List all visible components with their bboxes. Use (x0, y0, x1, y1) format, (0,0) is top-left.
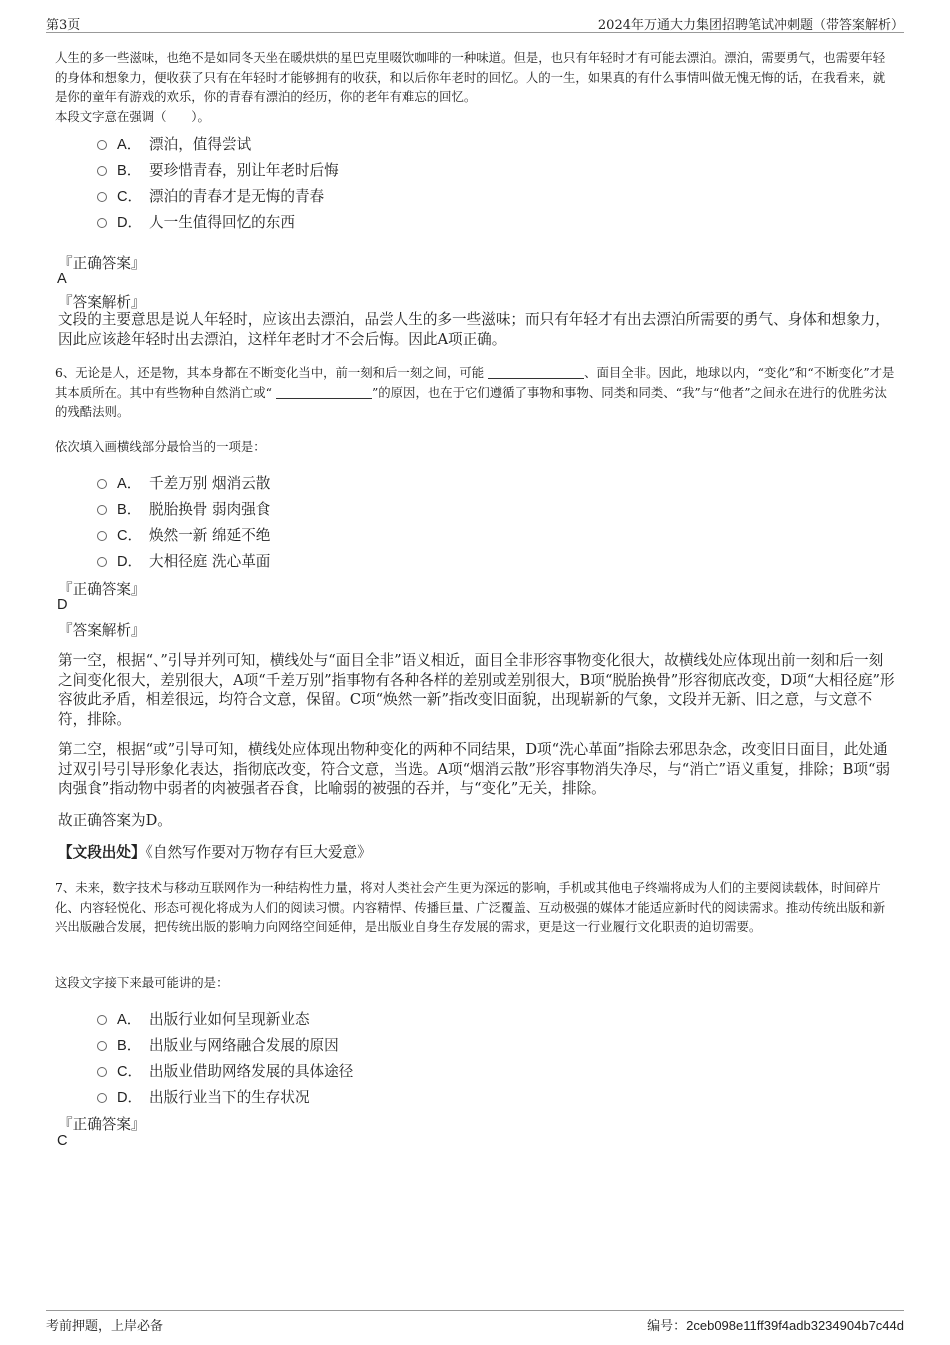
page-number: 第3页 (46, 18, 81, 33)
q7-answer: C (57, 1133, 68, 1149)
q6-analysis-1: 第一空，根据“、”引导并列可知，横线处与“面目全非”语义相近，面目全非形容事物变化很大，故横线处应体现出前一刻和后一刻之间变化很大，差别很大，A项“千差万别”指事物有各种各样的差别或差别很大，B项“脱胎换骨”形容彻底改变，D项“大相径庭”形容彼此矛盾，相差很远，均符合文意，保留。C项“焕然一新”指改变旧面貌，出现崭新的气象，文段并无新、旧之意，与文意不符，排除。 (58, 652, 895, 728)
q6-passage-part-3: ”的原因，也在于它们遵循了事物和事物、同类和同类、“我”与“他者”之间永在进行的优胜劣汰的残酷法则。 (55, 384, 887, 419)
document-code-value: 2ceb098e11ff39f4adb3234904b7c44d (686, 1318, 904, 1333)
option-key: C． (117, 528, 143, 544)
q6-answer: D (57, 597, 68, 613)
option-key: C． (117, 1064, 143, 1080)
option-text: 出版业借助网络发展的具体途径 (149, 1063, 354, 1080)
q6-source-label: 【文段出处】 (58, 844, 146, 861)
option-key: B． (117, 1038, 142, 1054)
q6-analysis-2: 第二空，根据“或”引导可知，横线处应体现出物种变化的两种不同结果，D项“洗心革面”指除去邪思杂念，改变旧日面目，此处通过双引号引导形象化表达，指彻底改变，符合文意，当选。A项“烟消云散”形容事物消失净尽，与“消亡”语义重复，排除；B项“弱肉强食”指动物中弱者的肉被强者吞食，比喻弱的被强的吞并，与“变化”无关，排除。 (58, 741, 891, 797)
option-text: 千差万别 烟消云散 (149, 475, 271, 492)
fill-blank-1 (488, 365, 584, 379)
radio-icon[interactable] (97, 1067, 107, 1077)
q6-source-title: 《自然写作要对万物存有巨大爱意》 (145, 844, 372, 861)
option-key: D． (117, 215, 143, 231)
option-key: A． (117, 137, 142, 153)
q5-answer: A (57, 271, 67, 287)
option-key: A． (117, 1012, 142, 1028)
option-key: D． (117, 554, 143, 570)
q7-passage: 7、未来，数字技术与移动互联网作为一种结构性力量，将对人类社会产生更为深远的影响，手机或其他电子终端将成为人们的主要阅读载体，时间碎片化、内容轻悦化、形态可视化将成为人们的阅读习惯。内容精悍、传播巨量、广泛覆盖、互动极强的媒体才能适应新时代的阅读需求。推动传统出版和新兴出版融合发展，把传统出版的影响力向网络空间延伸，是出版业自身生存发展的需求，更是这一行业履行文化职责的迫切需要。 (55, 880, 886, 934)
option-key: C． (117, 189, 143, 205)
radio-icon[interactable] (97, 1093, 107, 1103)
radio-icon[interactable] (97, 218, 107, 228)
radio-icon[interactable] (97, 531, 107, 541)
page-footer (46, 1310, 904, 1333)
option-key: B． (117, 502, 142, 518)
q6-source (58, 843, 896, 863)
option-text: 人一生值得回忆的东西 (149, 214, 295, 231)
option-key: A． (117, 476, 142, 492)
radio-icon[interactable] (97, 479, 107, 489)
q5-analysis-label: 『答案解析』 (58, 294, 146, 311)
q6-answer-label: 『正确答案』 (58, 581, 146, 598)
q5-answer-label: 『正确答案』 (58, 255, 146, 272)
radio-icon[interactable] (97, 505, 107, 515)
radio-icon[interactable] (97, 1041, 107, 1051)
option-text: 出版业与网络融合发展的原因 (149, 1037, 339, 1054)
option-text: 漂泊，值得尝试 (149, 136, 252, 153)
option-text: 出版行业如何呈现新业态 (149, 1011, 310, 1028)
document-code (647, 1315, 904, 1334)
q6-passage-part-1: 6、无论是人，还是物，其本身都在不断变化当中，前一刻和后一刻之间，可能 (55, 365, 485, 380)
q5-option-d[interactable] (97, 211, 295, 233)
document-code-label: 编号： (647, 1318, 687, 1333)
option-text: 出版行业当下的生存状况 (149, 1089, 310, 1106)
option-text: 大相径庭 洗心革面 (149, 553, 271, 570)
document-title: 2024年万通大力集团招聘笔试冲刺题（带答案解析） (597, 18, 904, 33)
q7-answer-label: 『正确答案』 (58, 1116, 146, 1133)
q5-option-a[interactable] (97, 133, 251, 155)
option-text: 脱胎换骨 弱肉强食 (149, 501, 271, 518)
q5-stem: 本段文字意在强调（ ）。 (55, 109, 210, 124)
q7-option-b[interactable] (97, 1034, 339, 1056)
q5-analysis: 文段的主要意思是说人年轻时，应该出去漂泊，品尝人生的多一些滋味；而只有年轻才有出去漂泊所需要的勇气、身体和想象力，因此应该趁年轻时出去漂泊，这样年老时才不会后悔。因此A项正确。 (58, 311, 890, 348)
q5-option-c[interactable] (97, 185, 324, 207)
q6-option-d[interactable] (97, 550, 270, 572)
option-text: 漂泊的青春才是无悔的青春 (149, 188, 325, 205)
q6-option-a[interactable] (97, 472, 270, 494)
q6-passage-part-2: 、面目全非。因此，地球以内，“变化”和“不断变化”才是其本质所在。其中有些物种自然消亡或“ (55, 365, 895, 400)
q6-option-c[interactable] (97, 524, 270, 546)
q6-analysis-label: 『答案解析』 (58, 622, 146, 639)
option-key: D． (117, 1090, 143, 1106)
q7-stem: 这段文字接下来最可能讲的是： (55, 975, 229, 990)
q6-analysis-3: 故正确答案为D。 (58, 812, 172, 829)
radio-icon[interactable] (97, 140, 107, 150)
q6-passage (55, 363, 895, 422)
radio-icon[interactable] (97, 166, 107, 176)
q6-option-b[interactable] (97, 498, 270, 520)
radio-icon[interactable] (97, 557, 107, 567)
page-header (46, 12, 904, 33)
q7-option-a[interactable] (97, 1008, 310, 1030)
radio-icon[interactable] (97, 192, 107, 202)
q5-option-b[interactable] (97, 159, 339, 181)
q5-passage: 人生的多一些滋味，也绝不是如同冬天坐在暖烘烘的星巴克里啜饮咖啡的一种味道。但是，也只有年轻时才有可能去漂泊。漂泊，需要勇气，也需要年轻的身体和想象力，便收获了只有在年轻时才能够拥有的收获，和以后你年老时的回忆。人的一生，如果真的有什么事情叫做无愧无悔的话，在我看来，就是你的童年有游戏的欢乐，你的青春有漂泊的经历，你的老年有难忘的回忆。 (55, 50, 886, 104)
option-key: B． (117, 163, 142, 179)
footer-slogan: 考前押题，上岸必备 (46, 1319, 164, 1334)
radio-icon[interactable] (97, 1015, 107, 1025)
option-text: 要珍惜青春，别让年老时后悔 (149, 162, 339, 179)
q6-stem: 依次填入画横线部分最恰当的一项是： (55, 439, 266, 454)
option-text: 焕然一新 绵延不绝 (149, 527, 271, 544)
fill-blank-2 (276, 385, 372, 399)
q7-option-c[interactable] (97, 1060, 353, 1082)
q7-option-d[interactable] (97, 1086, 310, 1108)
